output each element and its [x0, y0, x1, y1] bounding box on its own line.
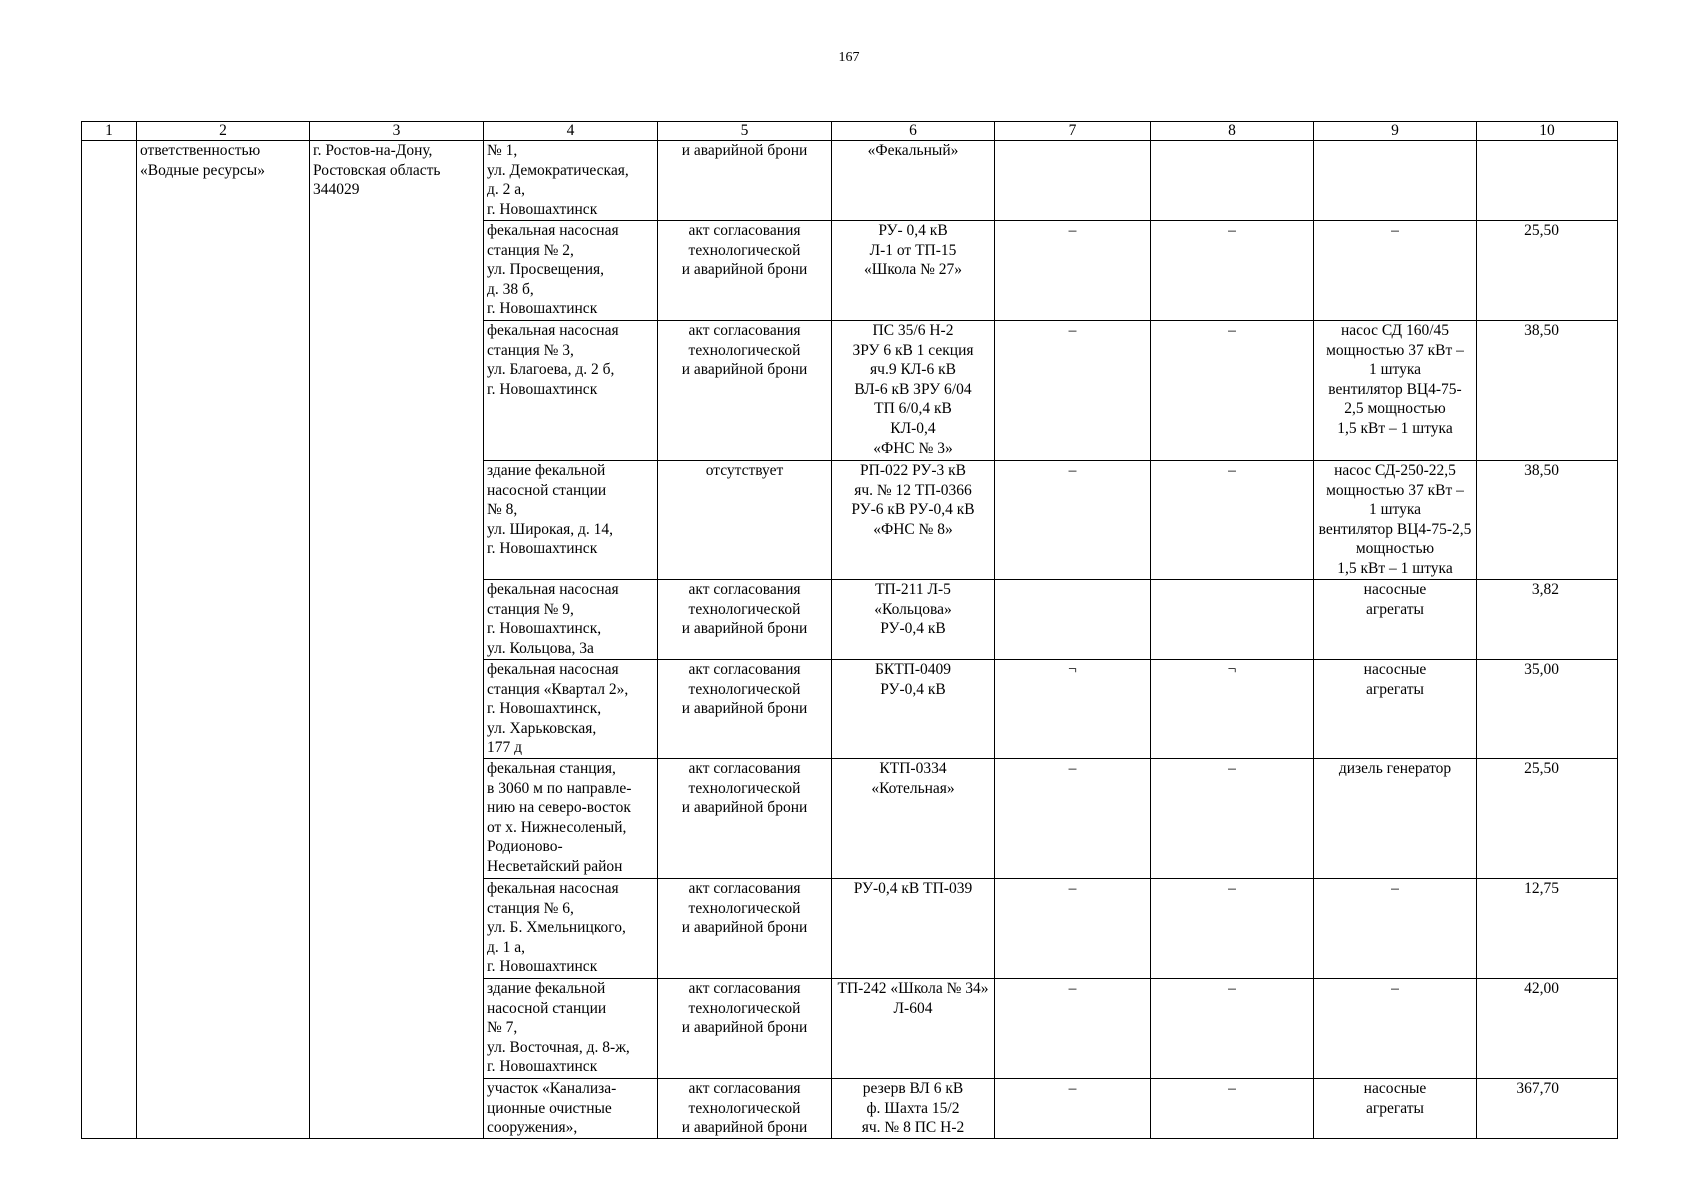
load-value-cell: 25,50 [1477, 221, 1618, 321]
load-value-cell: 35,00 [1477, 660, 1618, 759]
document-cell: отсутствует [658, 461, 832, 580]
load-value-cell: 38,50 [1477, 461, 1618, 580]
object-cell: фекальная насосная станция № 3, ул. Благоева, д. 2 б, г. Новошахтинск [484, 321, 658, 461]
document-cell: и аварийной брони [658, 141, 832, 221]
document-cell: акт согласования технологической и аварийной брони [658, 660, 832, 759]
table-row [82, 141, 1618, 221]
equipment-cell: дизель генератор [1314, 759, 1477, 879]
col7-cell: – [995, 461, 1151, 580]
document-cell: акт согласования технологической и аварийной брони [658, 580, 832, 660]
organization-name-cell: ответственностью «Водные ресурсы» [137, 141, 310, 1139]
column-number-3: 3 [310, 122, 484, 141]
equipment-cell: насосные агрегаты [1314, 660, 1477, 759]
col8-cell: – [1151, 979, 1314, 1079]
col7-cell: – [995, 979, 1151, 1079]
power-source-cell: РП-022 РУ-3 кВ яч. № 12 ТП-0366 РУ-6 кВ РУ-0,4 кВ «ФНС № 8» [832, 461, 995, 580]
load-value-cell: 38,50 [1477, 321, 1618, 461]
equipment-cell: насос СД 160/45 мощностью 37 кВт – 1 штука вентилятор ВЦ4-75- 2,5 мощностью 1,5 кВт – 1 штука [1314, 321, 1477, 461]
power-source-cell: ТП-211 Л-5 «Кольцова» РУ-0,4 кВ [832, 580, 995, 660]
equipment-cell: насос СД-250-22,5 мощностью 37 кВт – 1 штука вентилятор ВЦ4-75-2,5 мощностью 1,5 кВт – 1 штука [1314, 461, 1477, 580]
equipment-cell: насосные агрегаты [1314, 580, 1477, 660]
power-source-cell: РУ-0,4 кВ ТП-039 [832, 879, 995, 979]
column-number-7: 7 [995, 122, 1151, 141]
page-number: 167 [838, 50, 860, 65]
power-source-cell: БКТП-0409 РУ-0,4 кВ [832, 660, 995, 759]
load-value-cell: 42,00 [1477, 979, 1618, 1079]
document-cell: акт согласования технологической и аварийной брони [658, 1079, 832, 1139]
column-number-5: 5 [658, 122, 832, 141]
object-cell: фекальная насосная станция «Квартал 2», г. Новошахтинск, ул. Харьковская, 177 д [484, 660, 658, 759]
row-number-cell [82, 141, 137, 1139]
equipment-cell: – [1314, 979, 1477, 1079]
equipment-cell [1314, 141, 1477, 221]
document-cell: акт согласования технологической и аварийной брони [658, 221, 832, 321]
col8-cell [1151, 141, 1314, 221]
load-value-cell: 3,82 [1477, 580, 1618, 660]
power-source-cell: КТП-0334 «Котельная» [832, 759, 995, 879]
col8-cell: – [1151, 461, 1314, 580]
load-value-cell: 12,75 [1477, 879, 1618, 979]
col8-cell: – [1151, 1079, 1314, 1139]
col7-cell [995, 141, 1151, 221]
col7-cell [995, 580, 1151, 660]
column-number-2: 2 [137, 122, 310, 141]
power-source-cell: резерв ВЛ 6 кВ ф. Шахта 15/2 яч. № 8 ПС Н-2 [832, 1079, 995, 1139]
col7-cell: – [995, 759, 1151, 879]
object-cell: фекальная станция, в 3060 м по направле- нию на северо-восток от х. Нижнесоленый, Родионово- Несветайский район [484, 759, 658, 879]
power-source-cell: ТП-242 «Школа № 34» Л-604 [832, 979, 995, 1079]
load-value-cell: 25,50 [1477, 759, 1618, 879]
object-cell: № 1, ул. Демократическая, д. 2 а, г. Новошахтинск [484, 141, 658, 221]
column-number-header-row [82, 122, 1618, 141]
col8-cell: – [1151, 759, 1314, 879]
column-number-8: 8 [1151, 122, 1314, 141]
column-number-10: 10 [1477, 122, 1618, 141]
equipment-cell: – [1314, 879, 1477, 979]
col7-cell: – [995, 221, 1151, 321]
column-number-4: 4 [484, 122, 658, 141]
load-value-cell [1477, 141, 1618, 221]
object-cell: здание фекальной насосной станции № 7, ул. Восточная, д. 8-ж, г. Новошахтинск [484, 979, 658, 1079]
col8-cell: – [1151, 321, 1314, 461]
object-cell: участок «Канализа- ционные очистные сооружения», [484, 1079, 658, 1139]
document-cell: акт согласования технологической и аварийной брони [658, 759, 832, 879]
document-cell: акт согласования технологической и аварийной брони [658, 979, 832, 1079]
column-number-6: 6 [832, 122, 995, 141]
column-number-1: 1 [82, 122, 137, 141]
power-source-cell: «Фекальный» [832, 141, 995, 221]
col8-cell: – [1151, 879, 1314, 979]
document-cell: акт согласования технологической и аварийной брони [658, 879, 832, 979]
column-number-9: 9 [1314, 122, 1477, 141]
power-source-cell: ПС 35/6 Н-2 ЗРУ 6 кВ 1 секция яч.9 КЛ-6 кВ ВЛ-6 кВ ЗРУ 6/04 ТП 6/0,4 кВ КЛ-0,4 «ФНС № 3» [832, 321, 995, 461]
document-cell: акт согласования технологической и аварийной брони [658, 321, 832, 461]
col8-cell [1151, 580, 1314, 660]
col7-cell: – [995, 321, 1151, 461]
col7-cell: – [995, 879, 1151, 979]
power-source-cell: РУ- 0,4 кВ Л-1 от ТП-15 «Школа № 27» [832, 221, 995, 321]
organization-address-cell: г. Ростов-на-Дону, Ростовская область 344029 [310, 141, 484, 1139]
equipment-cell: – [1314, 221, 1477, 321]
object-cell: фекальная насосная станция № 6, ул. Б. Хмельницкого, д. 1 а, г. Новошахтинск [484, 879, 658, 979]
load-value-cell: 367,70 [1477, 1079, 1618, 1139]
col7-cell: – [995, 1079, 1151, 1139]
object-cell: фекальная насосная станция № 2, ул. Просвещения, д. 38 б, г. Новошахтинск [484, 221, 658, 321]
col7-cell: ¬ [995, 660, 1151, 759]
equipment-cell: насосные агрегаты [1314, 1079, 1477, 1139]
col8-cell: – [1151, 221, 1314, 321]
object-cell: фекальная насосная станция № 9, г. Новошахтинск, ул. Кольцова, 3а [484, 580, 658, 660]
data-table [81, 121, 1618, 1139]
object-cell: здание фекальной насосной станции № 8, ул. Широкая, д. 14, г. Новошахтинск [484, 461, 658, 580]
col8-cell: ¬ [1151, 660, 1314, 759]
